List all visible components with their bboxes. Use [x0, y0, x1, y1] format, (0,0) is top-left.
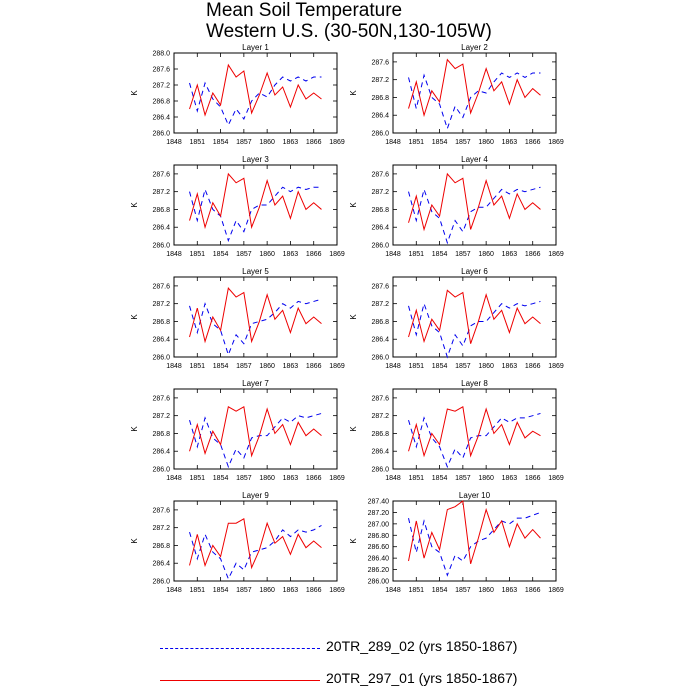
x-tick-label: 1857	[455, 587, 471, 594]
x-tick-label: 1854	[431, 587, 448, 594]
x-tick-label: 1866	[524, 475, 541, 482]
x-tick-label: 1863	[282, 139, 299, 146]
x-tick-label: 1848	[166, 587, 182, 594]
series-line-289-02	[190, 77, 322, 125]
panel-title: Layer 9	[242, 491, 269, 500]
y-tick-label: 286.0	[152, 578, 170, 586]
x-tick-label: 1848	[385, 139, 401, 146]
x-tick-label: 1848	[166, 139, 182, 146]
x-tick-label: 1851	[408, 363, 425, 370]
x-tick-label: 1854	[212, 139, 229, 146]
y-tick-label: 287.40	[367, 498, 389, 506]
x-tick-label: 1857	[455, 139, 471, 146]
y-tick-label: 288.0	[152, 50, 170, 58]
panel-9	[130, 491, 345, 594]
panel-title: Layer 7	[242, 379, 269, 388]
plot-frame	[393, 501, 556, 581]
y-tick-label: 286.4	[371, 336, 389, 344]
y-tick-label: 287.2	[371, 413, 389, 421]
x-tick-label: 1860	[259, 363, 275, 370]
y-tick-label: 286.8	[152, 206, 170, 214]
y-tick-label: 286.8	[371, 94, 389, 102]
x-tick-label: 1848	[385, 475, 401, 482]
x-tick-label: 1866	[524, 251, 541, 258]
panel-title: Layer 5	[242, 267, 269, 276]
x-tick-label: 1851	[189, 363, 206, 370]
panel-1	[130, 43, 345, 146]
y-tick-label: 286.0	[152, 466, 170, 474]
y-tick-label: 286.0	[371, 130, 389, 138]
x-tick-label: 1860	[259, 251, 275, 258]
x-tick-label: 1869	[548, 363, 564, 370]
panel-10	[349, 491, 564, 594]
panel-8	[349, 379, 564, 482]
x-tick-label: 1863	[501, 363, 518, 370]
y-tick-label: 286.8	[371, 430, 389, 438]
x-tick-label: 1860	[259, 139, 275, 146]
panel-title: Layer 8	[461, 379, 488, 388]
panel-3	[130, 155, 345, 258]
x-tick-label: 1854	[212, 363, 229, 370]
y-tick-label: 286.00	[367, 578, 389, 586]
x-tick-label: 1857	[236, 139, 252, 146]
legend-label: 20TR_289_02 (yrs 1850-1867)	[326, 638, 518, 654]
x-tick-label: 1857	[236, 587, 252, 594]
x-tick-label: 1869	[329, 587, 345, 594]
y-tick-label: 286.4	[371, 112, 389, 120]
y-tick-label: 286.0	[152, 354, 170, 362]
y-tick-label: 286.60	[367, 544, 389, 552]
panel-title: Layer 2	[461, 43, 488, 52]
y-tick-label: 287.6	[152, 395, 170, 403]
y-axis-label: K	[349, 90, 358, 96]
y-tick-label: 286.8	[152, 430, 170, 438]
y-tick-label: 286.8	[152, 98, 170, 106]
x-tick-label: 1857	[236, 251, 252, 258]
x-tick-label: 1866	[524, 139, 541, 146]
y-tick-label: 286.4	[152, 448, 170, 456]
x-tick-label: 1854	[212, 475, 229, 482]
x-tick-label: 1866	[305, 475, 322, 482]
y-tick-label: 287.2	[371, 77, 389, 85]
x-tick-label: 1860	[259, 587, 275, 594]
y-tick-label: 287.2	[152, 189, 170, 197]
legend-dashed-line-sample	[160, 648, 320, 649]
y-tick-label: 287.2	[152, 413, 170, 421]
x-tick-label: 1860	[478, 587, 494, 594]
x-tick-label: 1869	[329, 139, 345, 146]
panel-7	[130, 379, 345, 482]
x-tick-label: 1851	[189, 587, 206, 594]
x-tick-label: 1851	[408, 587, 425, 594]
y-tick-label: 287.20	[367, 509, 389, 517]
x-tick-label: 1857	[455, 251, 471, 258]
y-tick-label: 286.4	[371, 224, 389, 232]
panel-title: Layer 10	[458, 491, 491, 500]
x-tick-label: 1866	[305, 139, 322, 146]
x-tick-label: 1866	[305, 587, 322, 594]
series-line-297-01	[409, 501, 541, 564]
series-line-297-01	[409, 60, 541, 116]
y-tick-label: 286.8	[152, 542, 170, 550]
series-line-297-01	[190, 288, 322, 341]
y-tick-label: 287.2	[152, 301, 170, 309]
y-tick-label: 287.00	[367, 521, 389, 529]
y-tick-label: 286.8	[371, 318, 389, 326]
series-line-289-02	[190, 525, 322, 578]
y-axis-label: K	[130, 538, 139, 544]
x-tick-label: 1854	[212, 251, 229, 258]
x-tick-label: 1869	[548, 251, 564, 258]
y-axis-label: K	[349, 202, 358, 208]
y-tick-label: 286.0	[152, 130, 170, 138]
x-tick-label: 1851	[189, 251, 206, 258]
x-tick-label: 1851	[408, 475, 425, 482]
x-tick-label: 1860	[478, 251, 494, 258]
x-tick-label: 1863	[501, 139, 518, 146]
legend-item-297-01	[160, 670, 580, 690]
x-tick-label: 1848	[166, 363, 182, 370]
legend-label: 20TR_297_01 (yrs 1850-1867)	[326, 670, 518, 686]
x-tick-label: 1854	[212, 587, 229, 594]
x-tick-label: 1863	[282, 475, 299, 482]
plot-frame	[174, 277, 337, 357]
y-axis-label: K	[349, 426, 358, 432]
x-tick-label: 1869	[329, 251, 345, 258]
panel-4	[349, 155, 564, 258]
y-tick-label: 286.4	[152, 560, 170, 568]
x-tick-label: 1854	[431, 139, 448, 146]
x-tick-label: 1869	[329, 363, 345, 370]
x-tick-label: 1851	[189, 139, 206, 146]
y-tick-label: 287.6	[152, 283, 170, 291]
y-tick-label: 287.6	[371, 283, 389, 291]
x-tick-label: 1860	[259, 475, 275, 482]
y-tick-label: 287.6	[152, 507, 170, 515]
y-tick-label: 287.6	[152, 171, 170, 179]
x-tick-label: 1866	[524, 363, 541, 370]
x-tick-label: 1866	[305, 363, 322, 370]
y-axis-label: K	[130, 426, 139, 432]
x-tick-label: 1851	[189, 475, 206, 482]
y-axis-label: K	[349, 314, 358, 320]
y-tick-label: 287.6	[371, 171, 389, 179]
x-tick-label: 1863	[501, 587, 518, 594]
y-tick-label: 286.8	[152, 318, 170, 326]
x-tick-label: 1860	[478, 139, 494, 146]
x-tick-label: 1860	[478, 363, 494, 370]
x-tick-label: 1848	[166, 475, 182, 482]
panel-title: Layer 3	[242, 155, 269, 164]
x-tick-label: 1869	[548, 587, 564, 594]
x-tick-label: 1848	[385, 363, 401, 370]
panel-5	[130, 267, 345, 370]
x-tick-label: 1848	[385, 251, 401, 258]
x-tick-label: 1854	[431, 475, 448, 482]
y-tick-label: 286.40	[367, 555, 389, 563]
y-tick-label: 287.2	[371, 189, 389, 197]
y-tick-label: 286.80	[367, 532, 389, 540]
y-tick-label: 286.4	[152, 114, 170, 122]
y-tick-label: 286.0	[371, 466, 389, 474]
x-tick-label: 1869	[329, 475, 345, 482]
y-axis-label: K	[130, 314, 139, 320]
x-tick-label: 1863	[282, 251, 299, 258]
x-tick-label: 1860	[478, 475, 494, 482]
y-tick-label: 286.4	[152, 336, 170, 344]
x-tick-label: 1863	[501, 251, 518, 258]
legend-item-289-02	[160, 638, 580, 658]
plot-frame	[393, 165, 556, 245]
x-tick-label: 1857	[455, 363, 471, 370]
x-tick-label: 1851	[408, 251, 425, 258]
legend-solid-line-sample	[160, 680, 320, 681]
x-tick-label: 1866	[305, 251, 322, 258]
y-tick-label: 287.6	[152, 66, 170, 74]
y-tick-label: 286.4	[152, 224, 170, 232]
y-axis-label: K	[349, 538, 358, 544]
panel-6	[349, 267, 564, 370]
y-tick-label: 286.20	[367, 567, 389, 575]
panel-title: Layer 4	[461, 155, 488, 164]
x-tick-label: 1857	[236, 475, 252, 482]
x-tick-label: 1854	[431, 363, 448, 370]
x-tick-label: 1848	[166, 251, 182, 258]
x-tick-label: 1863	[282, 587, 299, 594]
y-tick-label: 287.2	[371, 301, 389, 309]
figure-title-line-1: Mean Soil Temperature	[206, 0, 403, 21]
x-tick-label: 1857	[455, 475, 471, 482]
y-tick-label: 287.2	[152, 525, 170, 533]
plot-frame	[174, 165, 337, 245]
y-tick-label: 286.0	[152, 242, 170, 250]
x-tick-label: 1851	[408, 139, 425, 146]
x-tick-label: 1866	[524, 587, 541, 594]
panel-2	[349, 43, 564, 146]
x-tick-label: 1869	[548, 475, 564, 482]
figure-title-line-2: Western U.S. (30-50N,130-105W)	[206, 21, 492, 42]
series-line-297-01	[190, 65, 322, 115]
y-tick-label: 286.4	[371, 448, 389, 456]
panel-title: Layer 6	[461, 267, 488, 276]
y-tick-label: 286.0	[371, 354, 389, 362]
x-tick-label: 1848	[385, 587, 401, 594]
x-tick-label: 1857	[236, 363, 252, 370]
series-line-297-01	[409, 407, 541, 456]
y-axis-label: K	[130, 202, 139, 208]
y-tick-label: 286.0	[371, 242, 389, 250]
y-tick-label: 287.6	[371, 59, 389, 67]
x-tick-label: 1854	[431, 251, 448, 258]
series-line-297-01	[190, 407, 322, 456]
y-tick-label: 287.2	[152, 82, 170, 90]
y-axis-label: K	[130, 90, 139, 96]
plot-frame	[393, 53, 556, 133]
x-tick-label: 1863	[501, 475, 518, 482]
series-line-289-02	[409, 413, 541, 466]
x-tick-label: 1863	[282, 363, 299, 370]
panel-title: Layer 1	[242, 43, 269, 52]
y-tick-label: 287.6	[371, 395, 389, 403]
y-tick-label: 286.8	[371, 206, 389, 214]
x-tick-label: 1869	[548, 139, 564, 146]
plot-frame	[174, 53, 337, 133]
